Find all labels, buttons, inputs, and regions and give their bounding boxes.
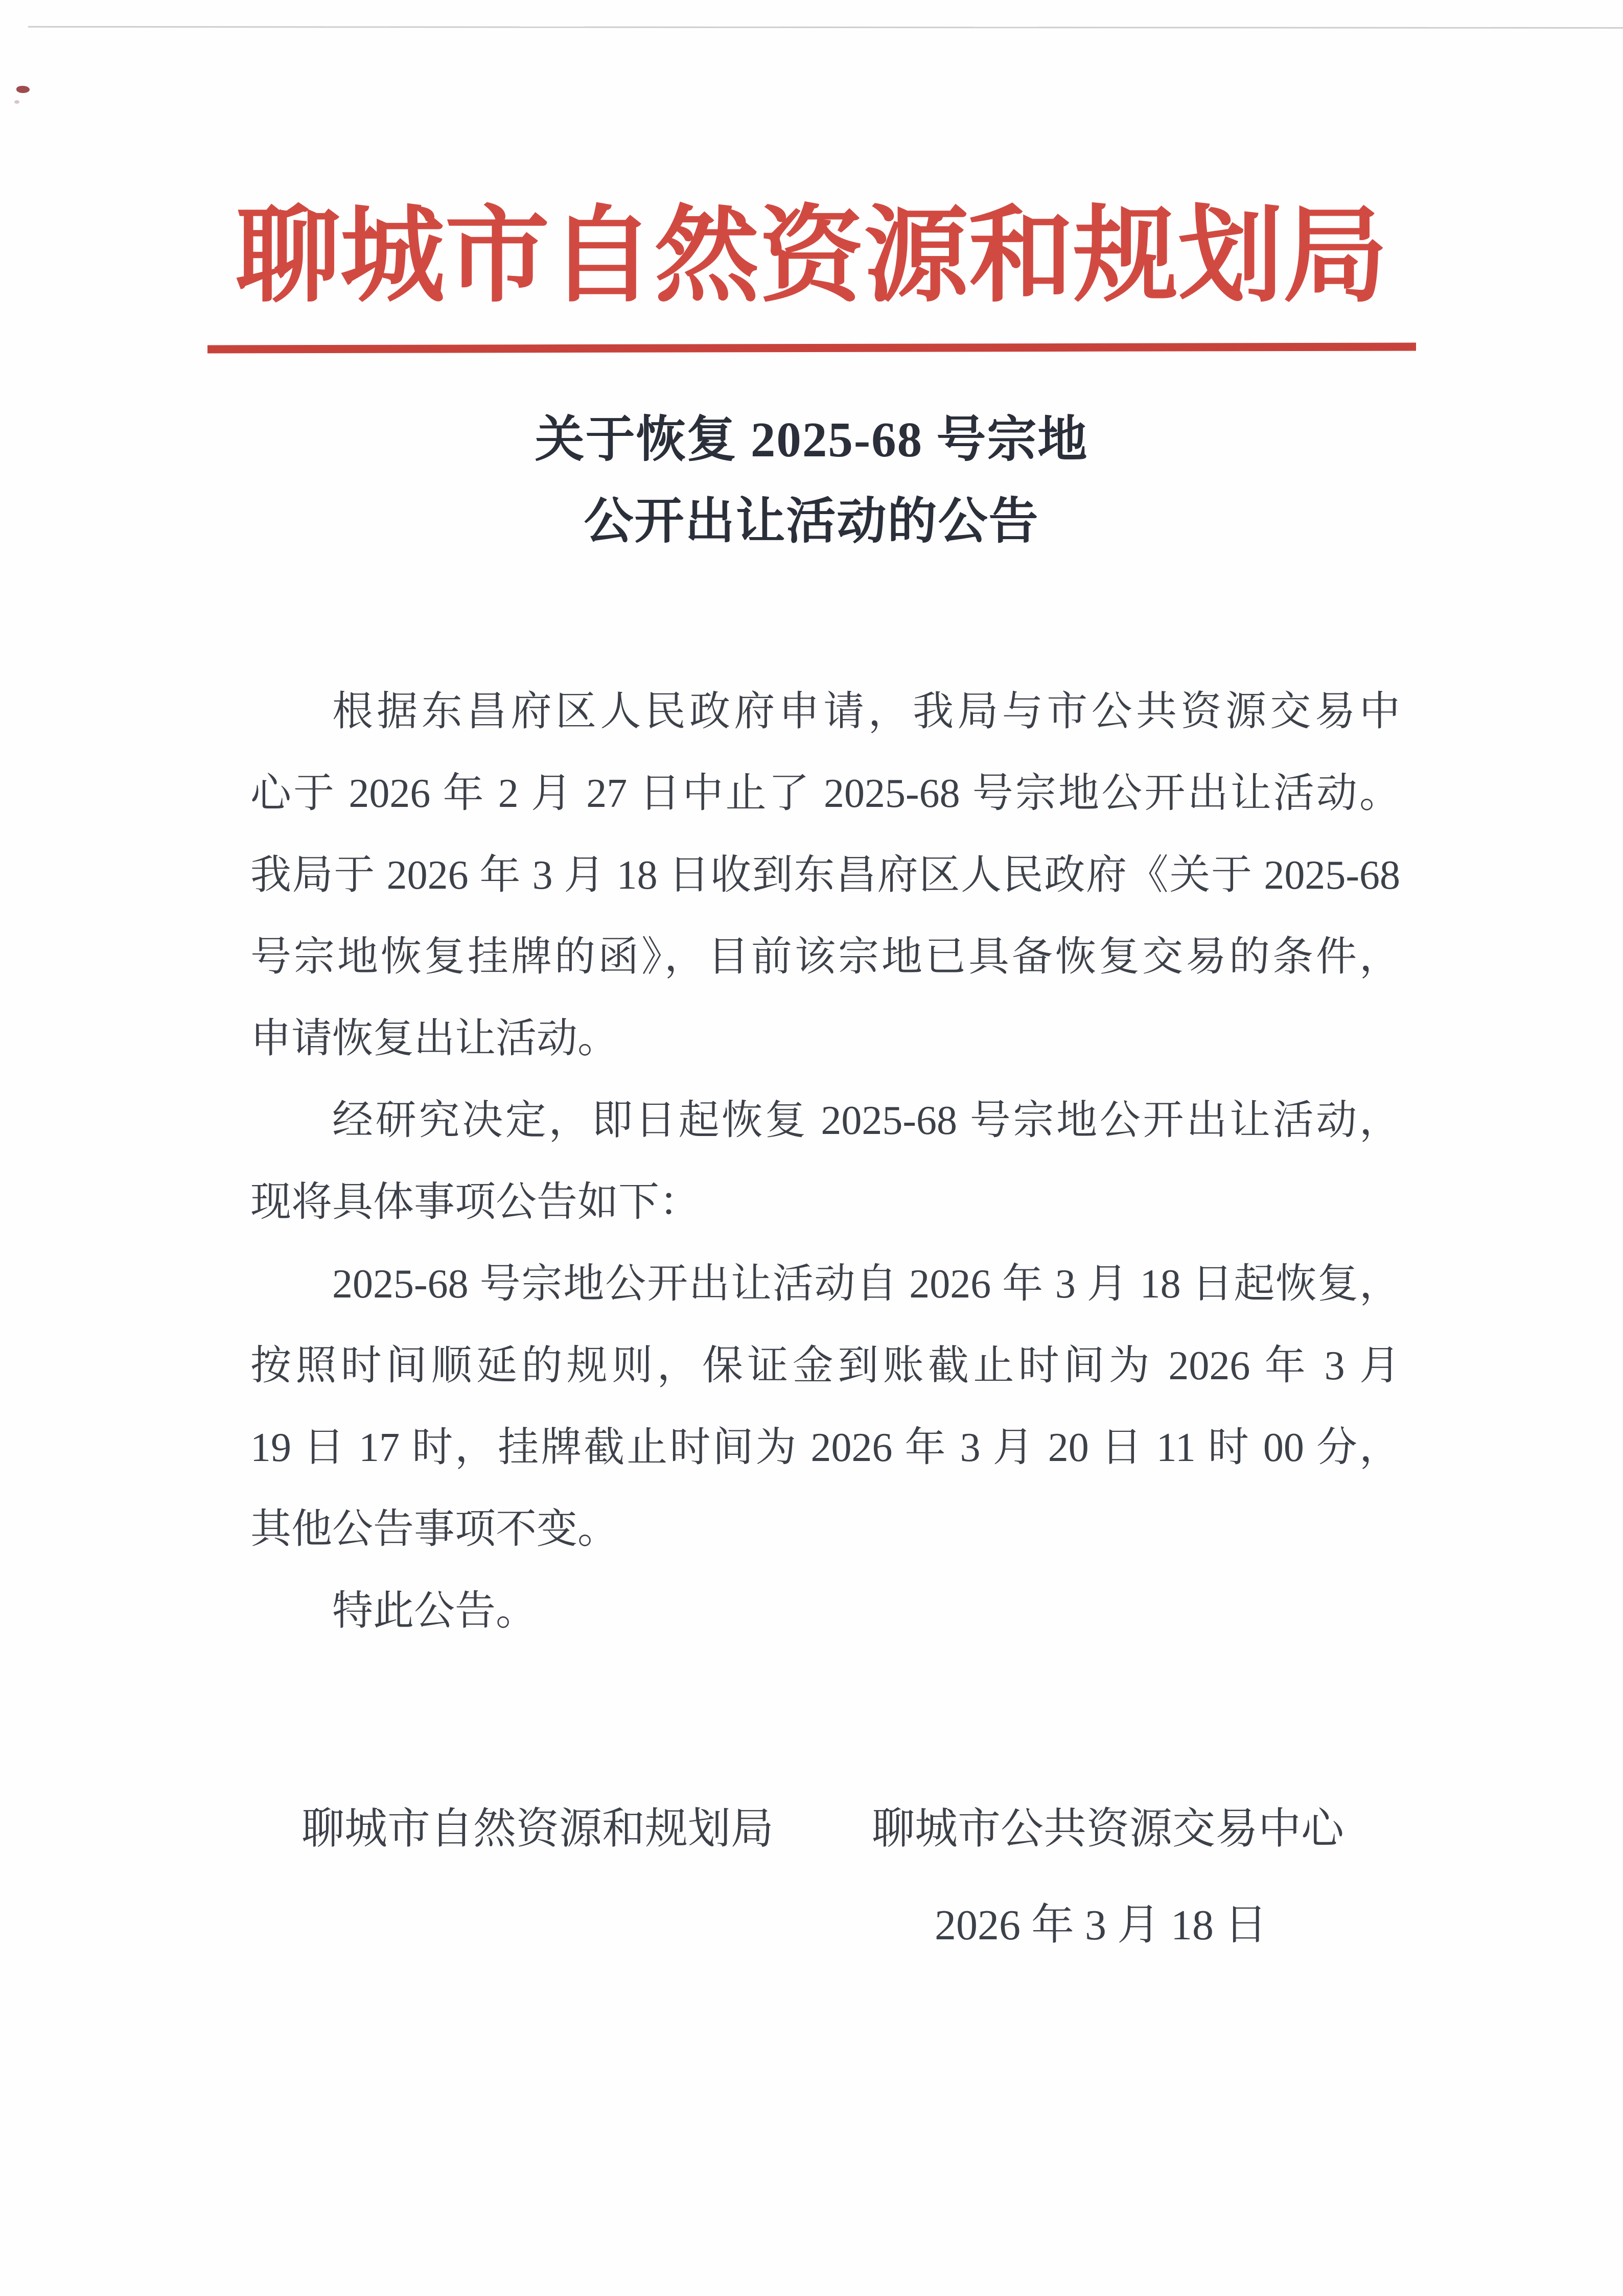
scan-artifact-speck-small <box>14 100 19 104</box>
body-line: 号宗地恢复挂牌的函》，目前该宗地已具备恢复交易的条件， <box>250 934 1400 980</box>
signature-trading-center: 聊城市公共资源交易中心 <box>871 1805 1344 1853</box>
announcement-body <box>250 671 1400 1652</box>
body-line: 申请恢复出让活动。 <box>250 1016 618 1061</box>
letterhead-divider-rule <box>207 342 1416 353</box>
body-line: 现将具体事项公告如下： <box>250 1179 700 1225</box>
agency-letterhead: 聊城市自然资源和规划局 <box>235 199 1388 315</box>
signature-issuing-bureau: 聊城市自然资源和规划局 <box>302 1805 774 1853</box>
body-line: 根据东昌府区人民政府申请，我局与市公共资源交易中 <box>332 689 1400 734</box>
announcement-title-line-2: 公开出让活动的公告 <box>584 494 1039 549</box>
announcement-title-line-1: 关于恢复 2025-68 号宗地 <box>535 412 1088 467</box>
body-line: 19 日 17 时，挂牌截止时间为 2026 年 3 月 20 日 11 时 00 分， <box>250 1425 1400 1470</box>
scan-artifact-speck <box>16 86 30 93</box>
body-line: 经研究决定，即日起恢复 2025-68 号宗地公开出让活动， <box>332 1098 1400 1143</box>
body-line-closing: 特此公告。 <box>332 1588 537 1634</box>
scan-artifact-line <box>28 26 1623 29</box>
signature-row <box>0 1801 1623 1858</box>
announcement-date: 2026 年 3 月 18 日 <box>934 1901 1267 1949</box>
body-line: 2025-68 号宗地公开出让活动自 2026 年 3 月 18 日起恢复， <box>332 1261 1400 1307</box>
body-line: 其他公告事项不变。 <box>250 1506 618 1552</box>
body-line: 我局于 2026 年 3 月 18 日收到东昌府区人民政府《关于 2025-68 <box>250 852 1400 898</box>
body-line: 心于 2026 年 2 月 27 日中止了 2025-68 号宗地公开出让活动。 <box>250 771 1400 816</box>
body-line: 按照时间顺延的规则，保证金到账截止时间为 2026 年 3 月 <box>250 1343 1400 1388</box>
announcement-title <box>0 399 1623 563</box>
